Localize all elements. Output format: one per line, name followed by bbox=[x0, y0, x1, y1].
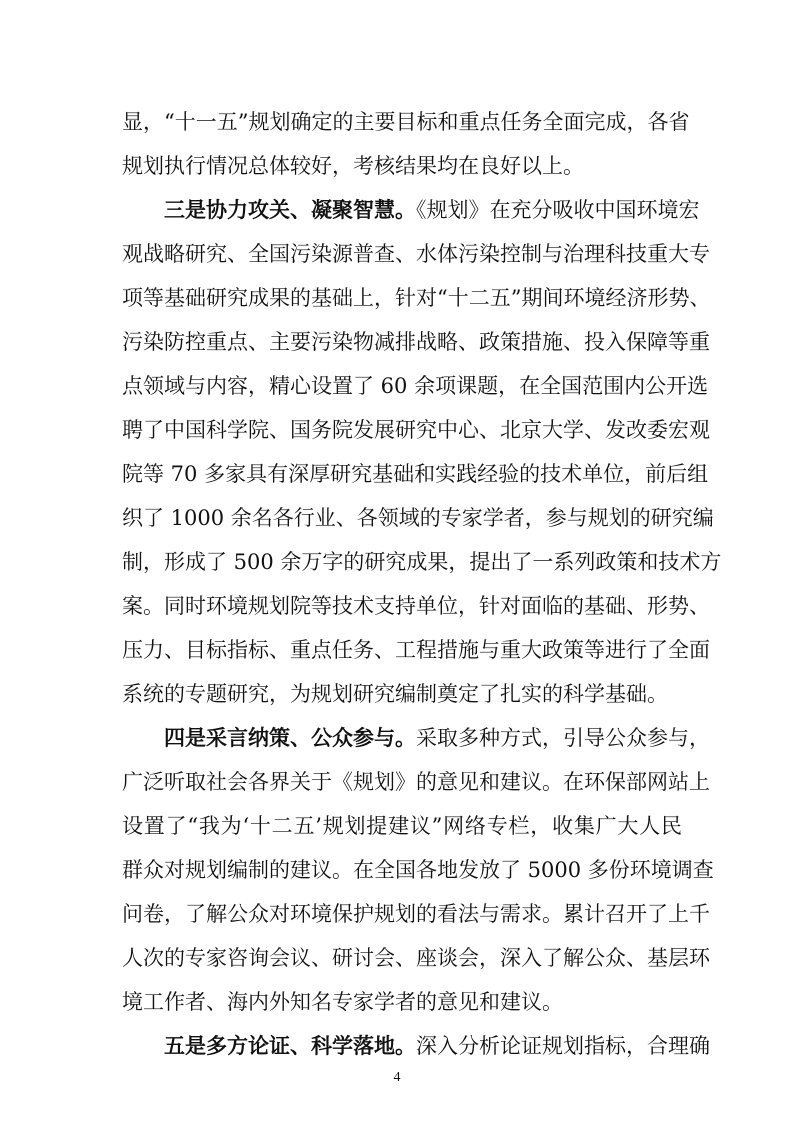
paragraph-line: 境工作者、海内外知名专家学者的意见和建议。 bbox=[122, 990, 563, 1014]
paragraph-line: 广泛听取社会各界关于《规划》的意见和建议。在环保部网站上 bbox=[122, 770, 710, 794]
paragraph-line: 制，形成了 500 余万字的研究成果，提出了一系列政策和技术方 bbox=[122, 550, 722, 574]
paragraph-first-line bbox=[164, 190, 700, 230]
paragraph-line: 问卷，了解公众对环境保护规划的看法与需求。累计召开了上千 bbox=[122, 902, 710, 926]
paragraph-lead-heading: 四是采言纳策、公众参与。 bbox=[164, 725, 416, 750]
paragraph-line: 院等 70 多家具有深厚研究基础和实践经验的技术单位，前后组 bbox=[122, 462, 709, 486]
paragraph-line: 案。同时环境规划院等技术支持单位，针对面临的基础、形势、 bbox=[122, 594, 710, 618]
paragraph-first-line bbox=[164, 718, 710, 758]
paragraph-line: 设置了“我为‘十二五’规划提建议”网络专栏，收集广大人民 bbox=[122, 814, 682, 838]
paragraph-lead-heading: 三是协力攻关、凝聚智慧。 bbox=[164, 197, 416, 222]
paragraph-line: 人次的专家咨询会议、研讨会、座谈会，深入了解公众、基层环 bbox=[122, 946, 710, 970]
paragraph-line: 显，“十一五”规划确定的主要目标和重点任务全面完成，各省 bbox=[122, 110, 690, 134]
paragraph-lead-text: 采取多种方式，引导公众参与， bbox=[416, 726, 710, 750]
paragraph-line: 污染防控重点、主要污染物减排战略、政策措施、投入保障等重 bbox=[122, 330, 710, 354]
paragraph-line: 织了 1000 余名各行业、各领域的专家学者，参与规划的研究编 bbox=[122, 506, 714, 530]
paragraph-line: 群众对规划编制的建议。在全国各地发放了 5000 多份环境调查 bbox=[122, 858, 714, 882]
paragraph-line: 项等基础研究成果的基础上，针对“十二五”期间环境经济形势、 bbox=[122, 286, 711, 310]
paragraph-lead-heading: 五是多方论证、科学落地。 bbox=[164, 1033, 416, 1058]
paragraph-line: 压力、目标指标、重点任务、工程措施与重大政策等进行了全面 bbox=[122, 638, 710, 662]
paragraph-lead-text: 深入分析论证规划指标，合理确 bbox=[416, 1034, 710, 1058]
paragraph-line: 系统的专题研究，为规划研究编制奠定了扎实的科学基础。 bbox=[122, 682, 668, 706]
paragraph-lead-text: 《规划》在充分吸收中国环境宏 bbox=[416, 198, 700, 222]
paragraph-line: 观战略研究、全国污染源普查、水体污染控制与治理科技重大专 bbox=[122, 242, 710, 266]
paragraph-line: 点领域与内容，精心设置了 60 余项课题，在全国范围内公开选 bbox=[122, 374, 709, 398]
paragraph-line: 聘了中国科学院、国务院发展研究中心、北京大学、发改委宏观 bbox=[122, 418, 710, 442]
page-number: 4 bbox=[393, 1070, 401, 1085]
paragraph-first-line bbox=[164, 1026, 710, 1066]
paragraph-line: 规划执行情况总体较好，考核结果均在良好以上。 bbox=[122, 154, 584, 178]
